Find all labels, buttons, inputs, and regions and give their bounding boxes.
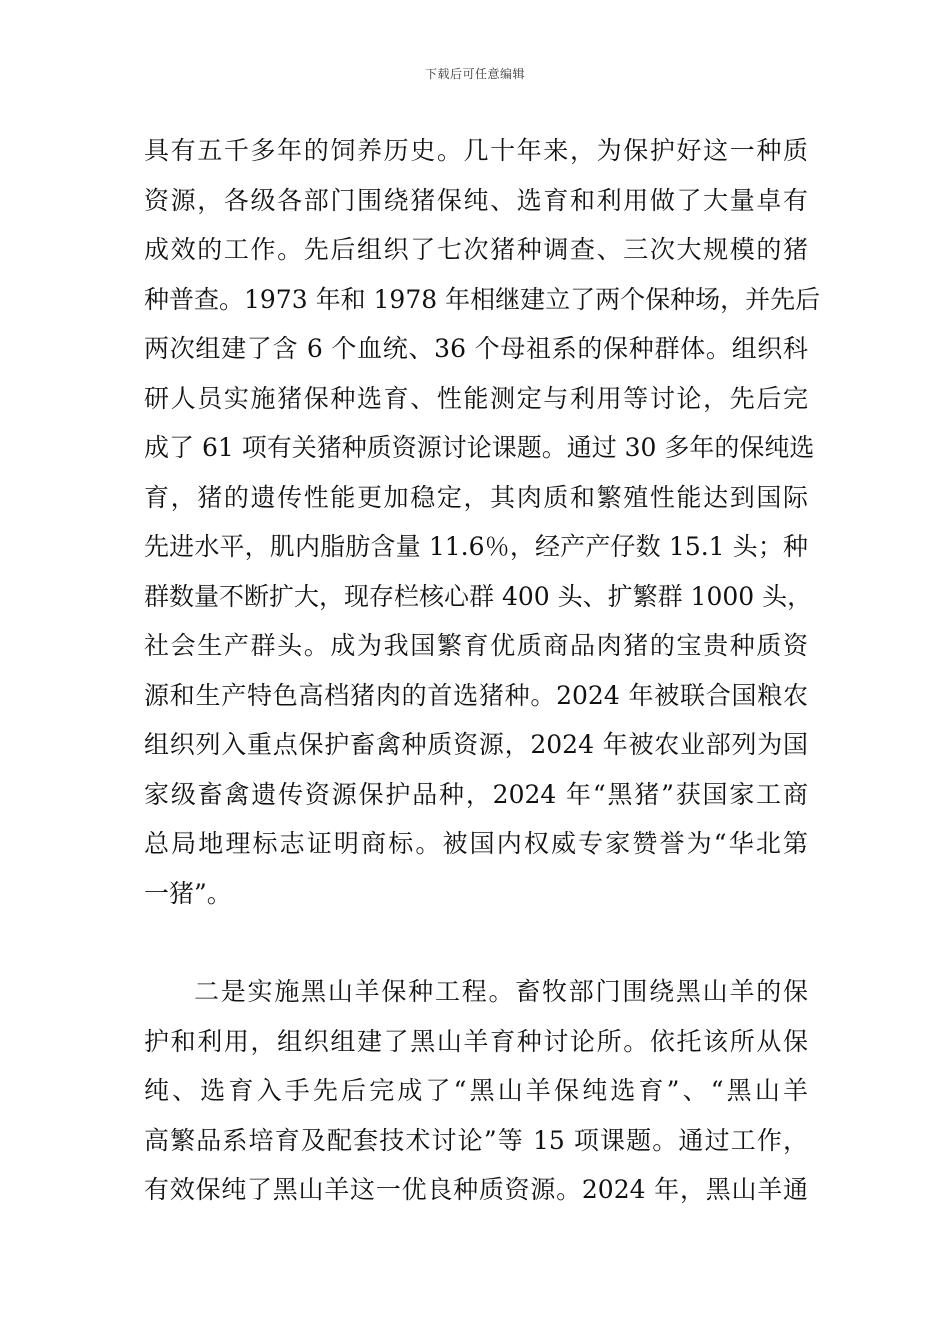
text-line: 研人员实施猪保种选育、性能测定与利用等讨论，先后完 xyxy=(144,383,808,413)
text-line: 一猪”。 xyxy=(144,878,232,908)
text-line: 具有五千多年的饲养历史。几十年来，为保护好这一种质 xyxy=(144,136,808,165)
paragraph-spacer xyxy=(144,918,808,967)
text-line: 二是实施黑山羊保种工程。畜牧部门围绕黑山羊的保 xyxy=(194,977,808,1006)
text-line: 组织列入重点保护畜禽种质资源，2024 年被农业部列为国 xyxy=(144,730,808,759)
text-line: 家级畜禽遗传资源保护品种，2024 年“黑猪”获国家工商 xyxy=(144,779,808,809)
paragraph-goat-conservation xyxy=(144,967,808,1215)
text-line: 高繁品系培育及配套技术讨论”等 15 项课题。通过工作， xyxy=(144,1125,808,1155)
text-line: 育，猪的遗传性能更加稳定，其肉质和繁殖性能达到国际 xyxy=(144,482,808,512)
text-line: 资源，各级各部门围绕猪保纯、选育和利用做了大量卓有 xyxy=(144,185,808,215)
text-line: 纯、选育入手先后完成了“黑山羊保纯选育”、“黑山羊 xyxy=(144,1076,808,1105)
text-line: 源和生产特色高档猪肉的首选猪种。2024 年被联合国粮农 xyxy=(144,680,808,710)
text-line: 两次组建了含 6 个血统、36 个母祖系的保种群体。组织科 xyxy=(144,334,808,363)
document-body xyxy=(144,126,821,1215)
text-line: 社会生产群头。成为我国繁育优质商品肉猪的宝贵种质资 xyxy=(144,631,808,660)
text-line: 群数量不断扩大，现存栏核心群 400 头、扩繁群 1000 头， xyxy=(144,581,813,611)
text-line: 总局地理标志证明商标。被国内权威专家赞誉为“华北第 xyxy=(144,829,808,858)
text-line: 种普查。1973 年和 1978 年相继建立了两个保种场，并先后 xyxy=(144,284,821,314)
text-line: 有效保纯了黑山羊这一优良种质资源。2024 年，黑山羊通 xyxy=(144,1175,808,1204)
text-line: 成效的工作。先后组织了七次猪种调查、三次大规模的猪 xyxy=(144,235,808,264)
paragraph-pig-conservation xyxy=(144,126,821,918)
text-line: 护和利用，组织组建了黑山羊育种讨论所。依托该所从保 xyxy=(144,1026,808,1056)
text-line: 成了 61 项有关猪种质资源讨论课题。通过 30 多年的保纯选 xyxy=(144,433,815,462)
text-line: 先进水平，肌内脂肪含量 11.6％，经产产仔数 15.1 头；种 xyxy=(144,532,808,561)
header-note: 下载后可任意编辑 xyxy=(424,67,525,81)
